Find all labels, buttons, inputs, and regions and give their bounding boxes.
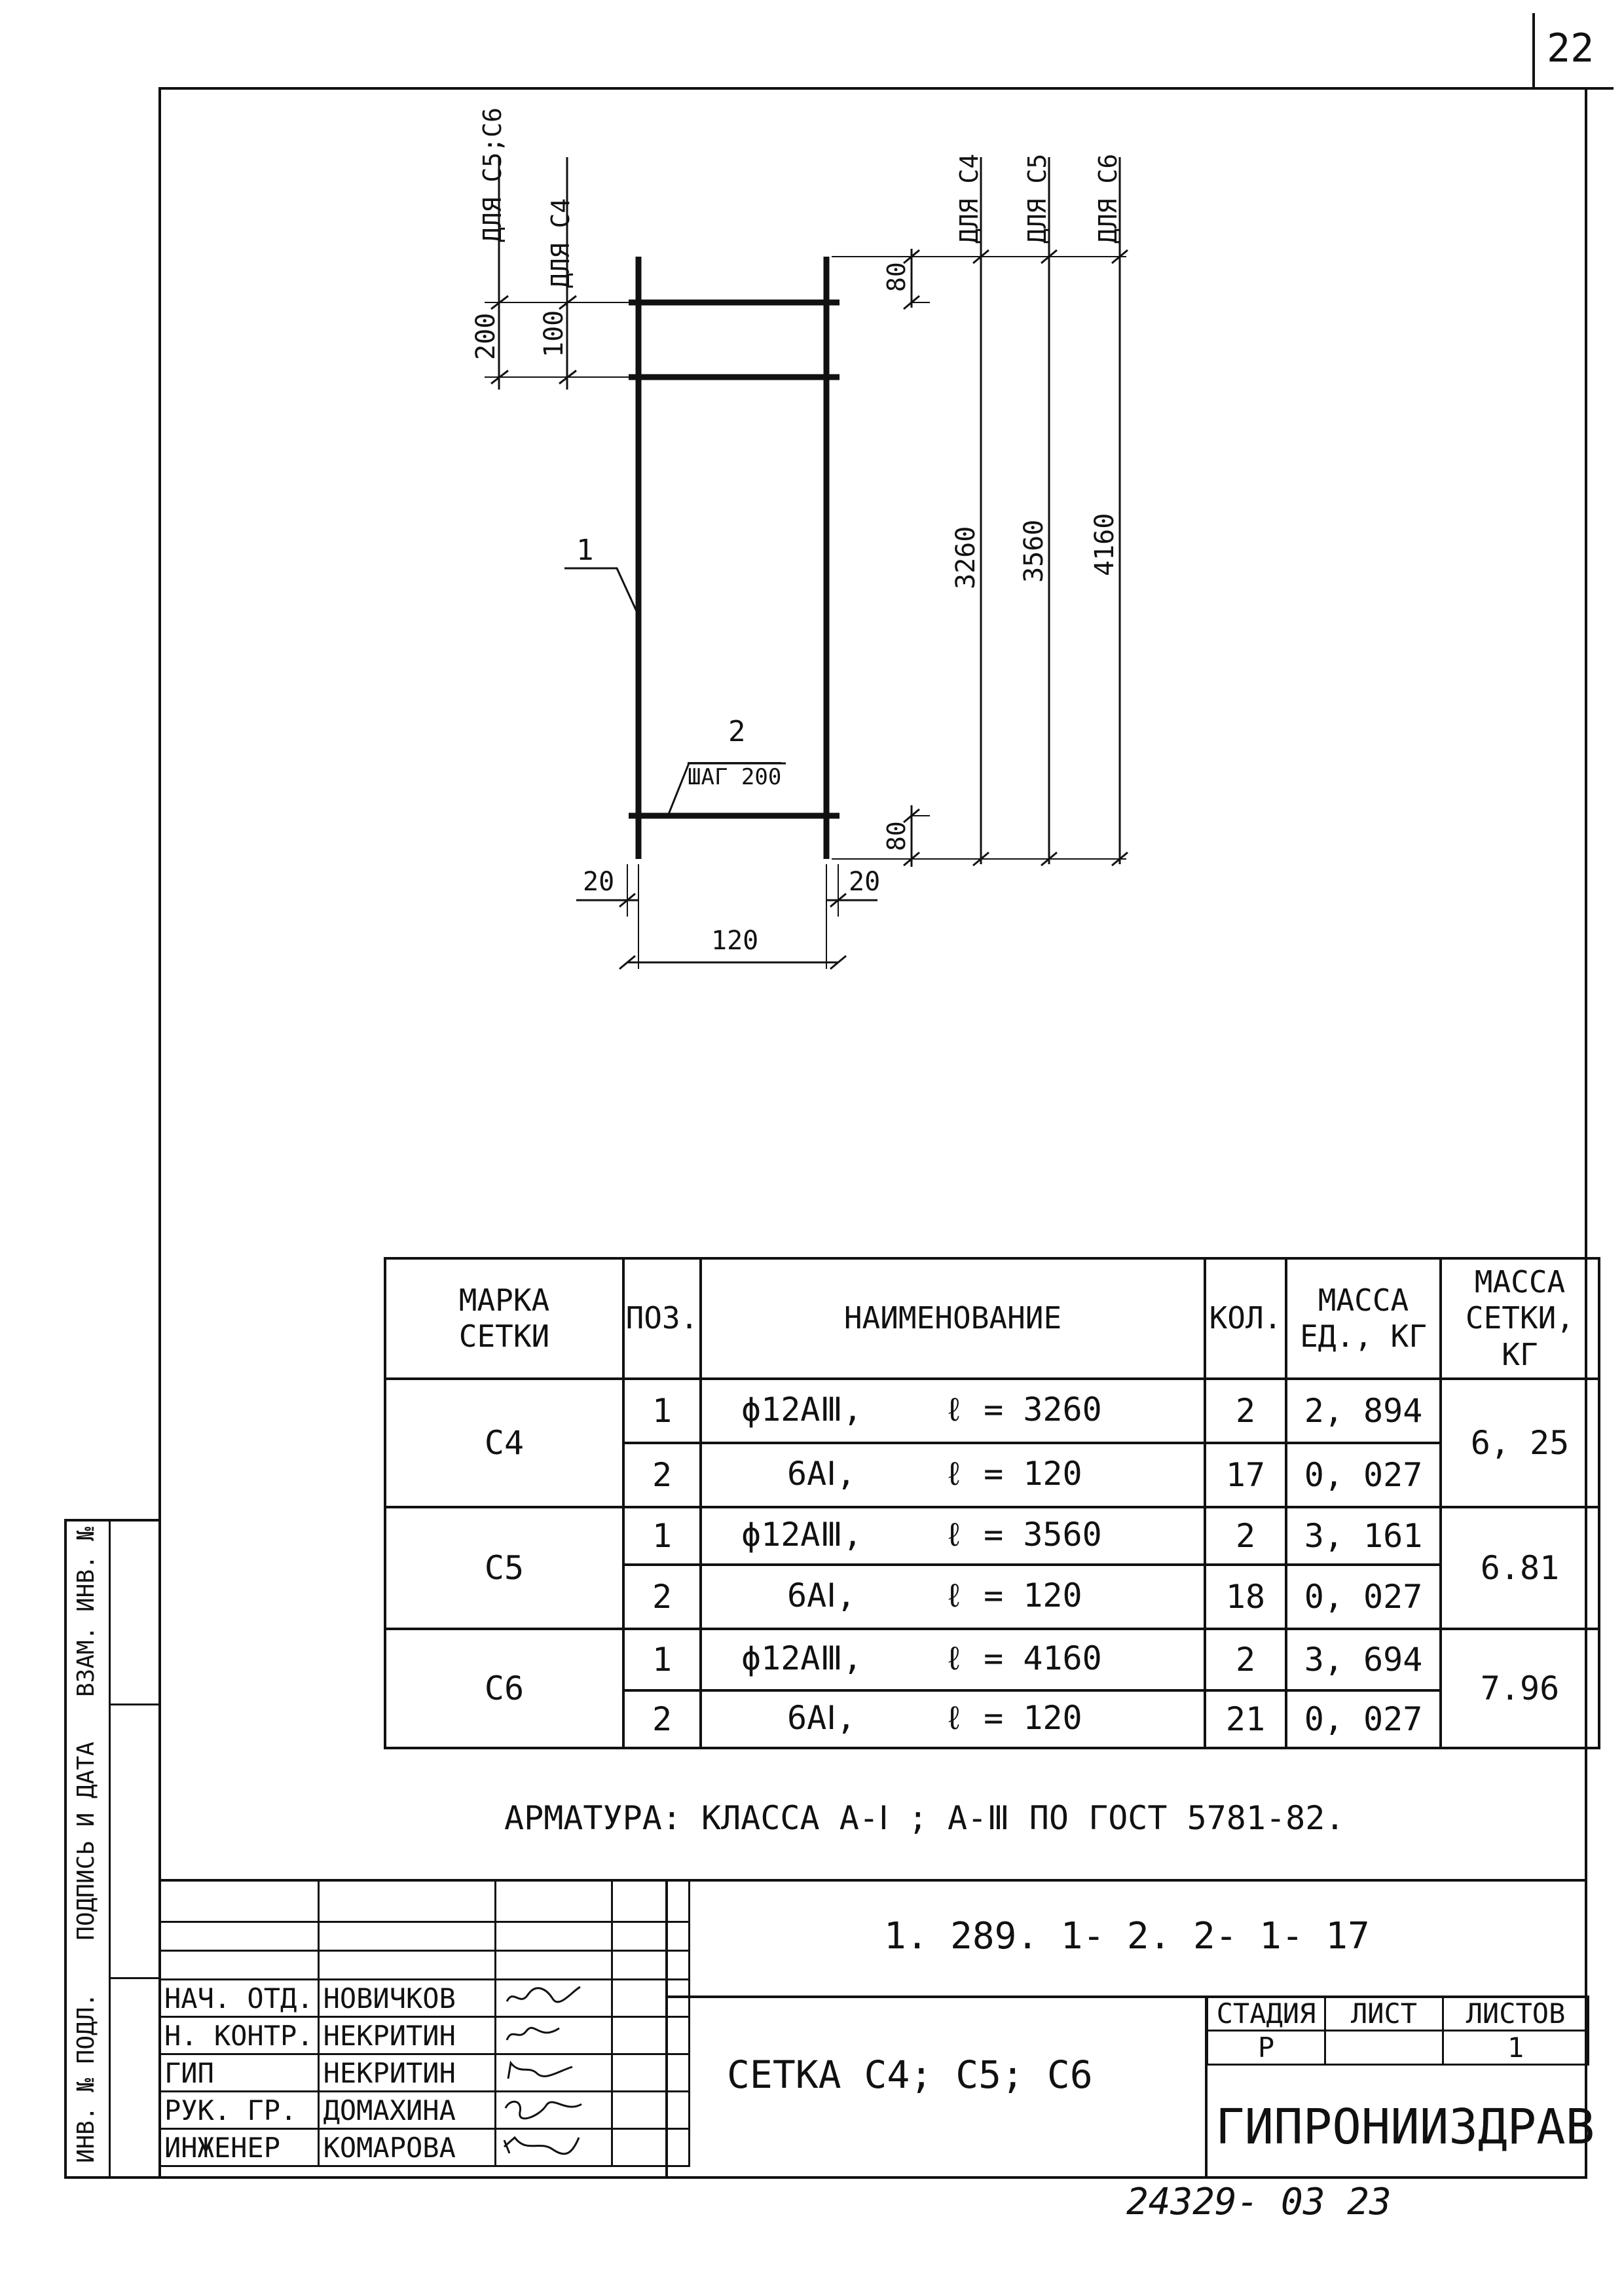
name-cell: 6АⅠ, ℓ = 120: [701, 1443, 1205, 1507]
qty-cell: 18: [1205, 1565, 1286, 1629]
unit-mass-cell: 2, 894: [1286, 1379, 1441, 1443]
label-for-c4: ДЛЯ С4: [955, 153, 984, 244]
pos-cell: 2: [623, 1443, 701, 1507]
unit-mass-cell: 0, 027: [1286, 1443, 1441, 1507]
label-for-c5c6: ДЛЯ С5;С6: [478, 107, 507, 242]
unit-mass-cell: 3, 694: [1286, 1629, 1441, 1690]
table-row: [385, 1507, 1599, 1565]
table-header-row: [385, 1258, 1599, 1379]
document-code: 1. 289. 1- 2. 2- 1- 17: [884, 1915, 1370, 1958]
title-block-vdivider: [665, 1879, 668, 2179]
stage-value: Р: [1208, 2031, 1325, 2065]
header-mark: МАРКА СЕТКИ: [385, 1258, 623, 1379]
left-strip-divider-h1: [109, 1704, 161, 1705]
pos-cell: 2: [623, 1690, 701, 1748]
dim-100: 100: [539, 310, 569, 357]
qty-cell: 2: [1205, 1379, 1286, 1443]
pos-cell: 1: [623, 1379, 701, 1443]
unit-mass-cell: 0, 027: [1286, 1690, 1441, 1748]
sheets-value: 1: [1443, 2031, 1589, 2065]
unit-mass-cell: 3, 161: [1286, 1507, 1441, 1565]
staff-role: Н. КОНТР.: [160, 2017, 319, 2054]
staff-role: ГИП: [160, 2054, 319, 2092]
staff-role: ИНЖЕНЕР: [160, 2129, 319, 2166]
pos-cell: 1: [623, 1629, 701, 1690]
side-label-podpis: ПОДПИСЬ И ДАТА: [73, 1741, 100, 1941]
dim-80-top: 80: [882, 262, 911, 292]
organization-name: ГИПРОНИИЗДРАВ: [1215, 2099, 1595, 2155]
mesh-mass-cell: 6, 25: [1441, 1379, 1599, 1507]
mark-cell: С4: [385, 1379, 623, 1507]
label-for-c6: ДЛЯ С6: [1094, 153, 1122, 244]
dim-80-bottom: 80: [882, 821, 911, 851]
specification-table: [384, 1257, 1600, 1749]
header-qty: КОЛ.: [1205, 1258, 1286, 1379]
header-name: НАИМЕНОВАНИЕ: [701, 1258, 1205, 1379]
label-for-c4-left: ДЛЯ С4: [546, 198, 575, 288]
qty-cell: 2: [1205, 1629, 1286, 1690]
stage-label: СТАДИЯ: [1208, 1997, 1325, 2031]
staff-name: ДОМАХИНА: [318, 2092, 495, 2129]
staff-row: [160, 2092, 690, 2129]
unit-mass-cell: 0, 027: [1286, 1565, 1441, 1629]
header-mesh-mass: МАССА СЕТКИ, КГ: [1441, 1258, 1599, 1379]
staff-row: [160, 1980, 690, 2017]
signature: [495, 2017, 612, 2054]
position-2-label: 2: [728, 715, 746, 748]
qty-cell: 17: [1205, 1443, 1286, 1507]
qty-cell: 21: [1205, 1690, 1286, 1748]
staff-name: КОМАРОВА: [318, 2129, 495, 2166]
name-cell: ϕ12АⅢ, ℓ = 4160: [701, 1629, 1205, 1690]
left-strip-divider-v: [109, 1519, 111, 2179]
sheet-value: [1325, 2031, 1443, 2065]
signature: [495, 2054, 612, 2092]
staff-name: НЕКРИТИН: [318, 2017, 495, 2054]
mesh-drawing: [0, 0, 1624, 1048]
mesh-mass-cell: 6.81: [1441, 1507, 1599, 1629]
staff-row: [160, 2129, 690, 2166]
signature: [495, 2129, 612, 2166]
pos-cell: 1: [623, 1507, 701, 1565]
dim-120: 120: [711, 926, 759, 956]
reinforcement-note: АРМАТУРА: КЛАССА А-Ⅰ ; А-Ⅲ ПО ГОСТ 5781-82.: [504, 1799, 1345, 1837]
staff-name: НОВИЧКОВ: [318, 1980, 495, 2017]
table-row: [385, 1629, 1599, 1690]
staff-row: [160, 2017, 690, 2054]
staff-role: РУК. ГР.: [160, 2092, 319, 2129]
mesh-mass-cell: 7.96: [1441, 1629, 1599, 1748]
sheet-label: ЛИСТ: [1325, 1997, 1443, 2031]
step-label: ШАГ 200: [688, 764, 782, 790]
staff-row: [160, 2054, 690, 2092]
header-unit-mass: МАССА ЕД., КГ: [1286, 1258, 1441, 1379]
name-cell: 6АⅠ, ℓ = 120: [701, 1565, 1205, 1629]
dim-4160: 4160: [1090, 513, 1120, 576]
header-pos: ПОЗ.: [623, 1258, 701, 1379]
name-cell: 6АⅠ, ℓ = 120: [701, 1690, 1205, 1748]
footer-number: 24329- 03 23: [1126, 2181, 1392, 2223]
sheet-number: 22: [1547, 26, 1595, 71]
signature: [495, 1980, 612, 2017]
name-cell: ϕ12АⅢ, ℓ = 3260: [701, 1379, 1205, 1443]
staff-role: НАЧ. ОТД.: [160, 1980, 319, 2017]
left-strip-divider-h2: [109, 1977, 161, 1979]
pos-cell: 2: [623, 1565, 701, 1629]
mark-cell: С6: [385, 1629, 623, 1748]
document-title: СЕТКА С4; С5; С6: [727, 2052, 1093, 2097]
name-cell: ϕ12АⅢ, ℓ = 3560: [701, 1507, 1205, 1565]
position-1-label: 1: [576, 534, 594, 567]
mark-cell: С5: [385, 1507, 623, 1629]
table-row: [385, 1379, 1599, 1443]
sheets-label: ЛИСТОВ: [1443, 1997, 1589, 2031]
staff-table: [158, 1879, 690, 2167]
dim-3260: 3260: [951, 526, 981, 589]
side-label-vzam: ВЗАМ. ИНВ. №: [73, 1526, 100, 1698]
dim-200: 200: [471, 312, 501, 360]
staff-name: НЕКРИТИН: [318, 2054, 495, 2092]
dim-20-right: 20: [849, 867, 881, 897]
dim-20-left: 20: [583, 867, 615, 897]
qty-cell: 2: [1205, 1507, 1286, 1565]
stage-table: [1206, 1995, 1589, 2066]
signature: [495, 2092, 612, 2129]
side-label-inv: ИНВ. № ПОДЛ.: [73, 1992, 100, 2164]
dim-3560: 3560: [1019, 519, 1049, 583]
label-for-c5: ДЛЯ С5: [1023, 153, 1052, 244]
